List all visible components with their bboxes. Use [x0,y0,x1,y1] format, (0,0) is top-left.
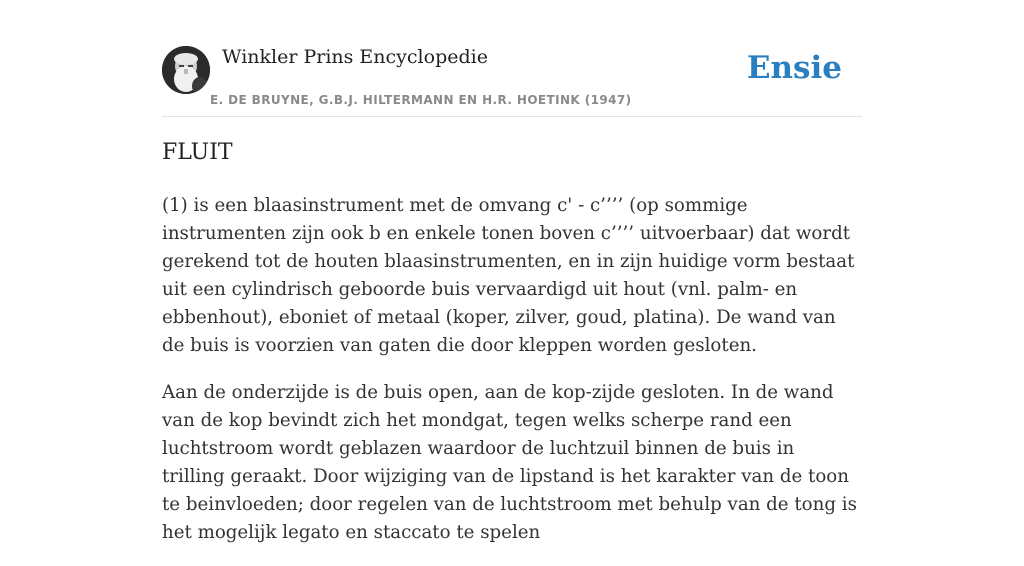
authors-line: E. DE BRUYNE, G.B.J. HILTERMANN EN H.R. HOETINK (1947) [210,93,632,107]
page [162,0,862,543]
brand-logo[interactable]: Ensie [746,50,842,86]
article-title: FLUIT [162,140,233,165]
author-portrait-icon [162,46,210,94]
site-header [162,0,862,117]
author-portrait-avatar [162,46,210,94]
site-title[interactable]: Winkler Prins Encyclopedie [222,46,488,68]
article-paragraph: Aan de onderzijde is de buis open, aan de kop-zijde gesloten. In de wand van de kop bevindt zich het mondgat, tegen welks scherpe rand een luchtstroom wordt geblazen waardoor de luchtzuil binnen de buis in trilling geraakt. Door wijziging van de lipstand is het karakter van de toon te beinvloeden; door regelen van de luchtstroom met behulp van de tong is het mogelijk legato en staccato te spelen [162,382,857,543]
article-paragraph: (1) is een blaasinstrument met de omvang c' - c’’’’ (op sommige instrumenten zijn ook b en enkele tonen boven c’’’’ uitvoerbaar) dat wordt gerekend tot de houten blaasinstrumenten, en in zijn huidige vorm bestaat uit een cylindrisch geboorde buis vervaardigd uit hout (vnl. palm- en ebbenhout), eboniet of metaal (koper, zilver, goud, platina). De wand van de buis is voorzien van gaten die door kleppen worden gesloten. [162,195,855,356]
article-body [162,192,862,566]
